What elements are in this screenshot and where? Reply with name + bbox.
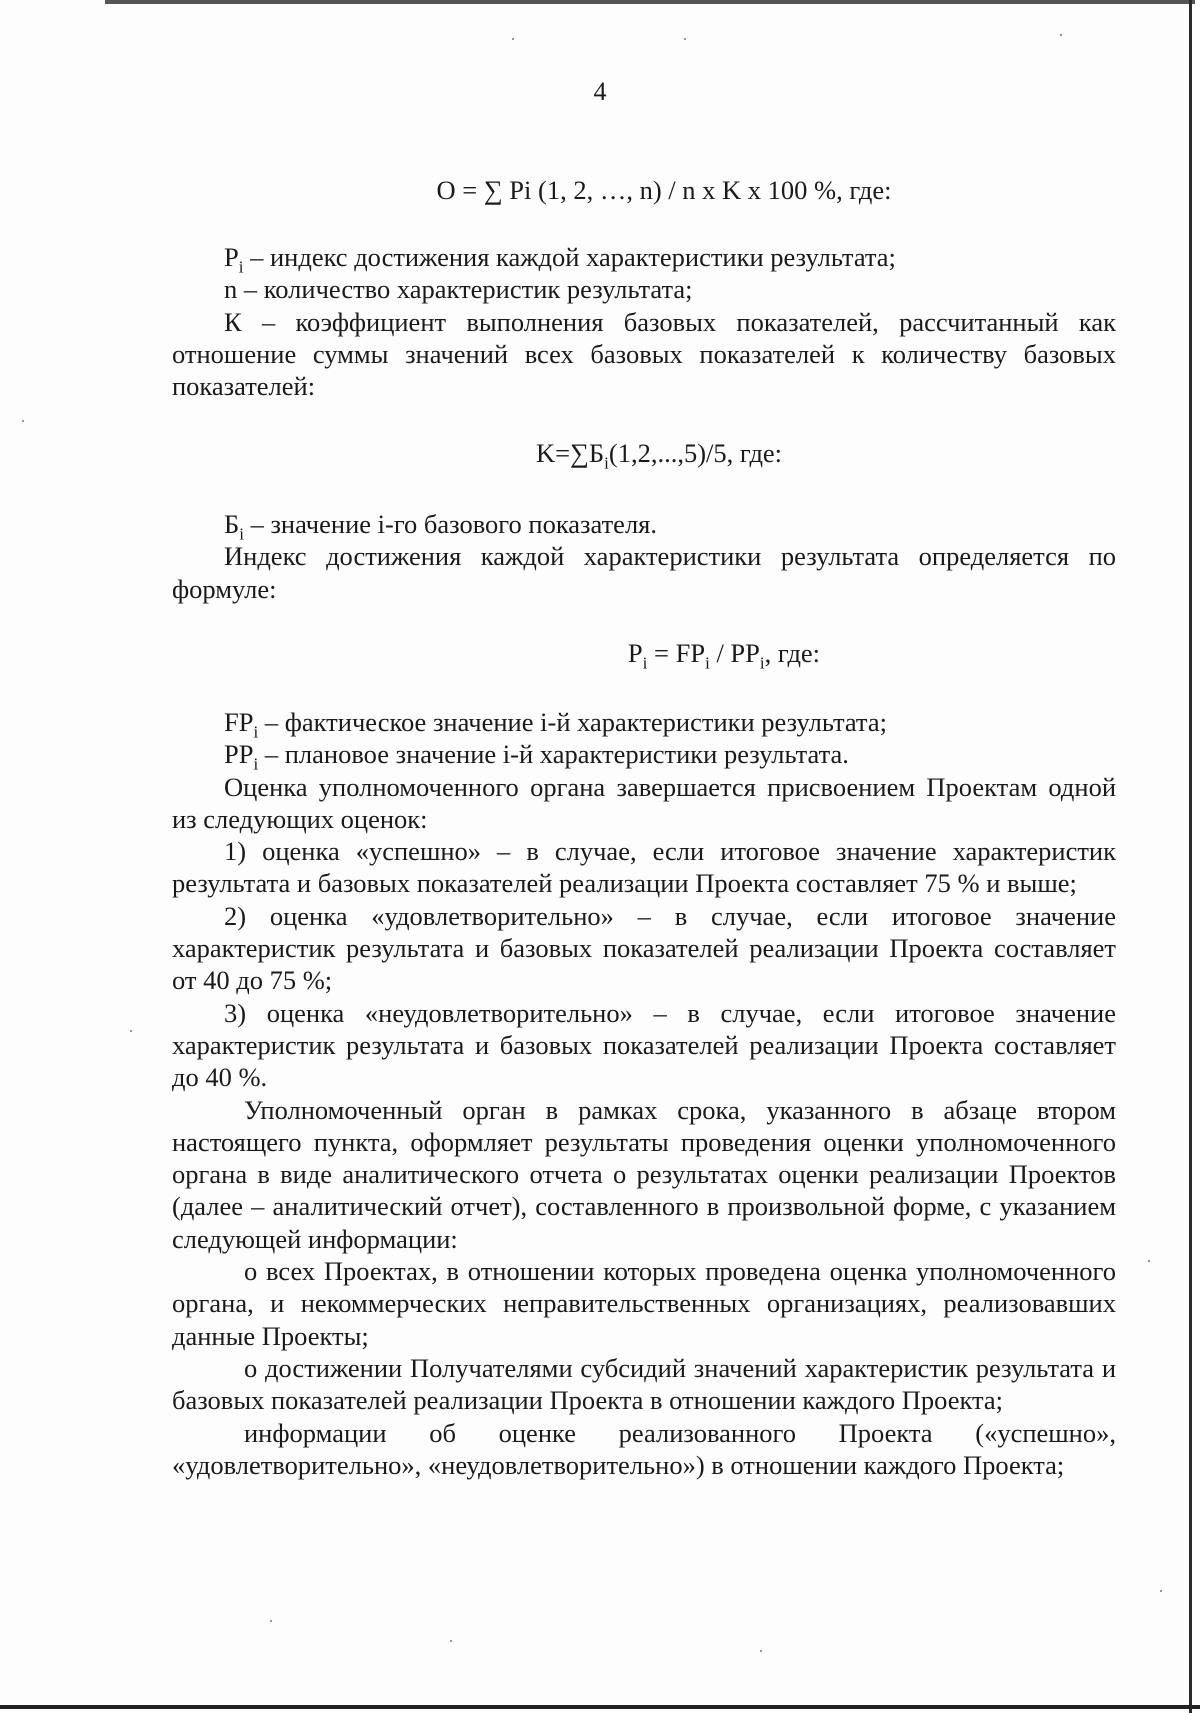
- report-paragraph: Уполномоченный орган в рамках срока, указанного в абзаце втором настоящего пункта, оформляет результаты проведения оценки уполномоченного органа в виде аналитического отчета о результатах оценки реализации Проектов (далее – аналитический отчет), составленного в произвольной форме, с указанием следующей информации:: [172, 1094, 1116, 1254]
- info-item-1: о всех Проектах, в отношении которых проведена оценка уполномоченного органа, и некоммерческих неправительственных организациях, реализовавших данные Проекты;: [172, 1256, 1116, 1351]
- scan-edge-top: [105, 0, 1195, 4]
- b-subscript: i: [239, 524, 244, 544]
- def-fp-text: – фактическое значение i-й характеристики результата;: [258, 707, 887, 737]
- formula-p: [172, 637, 1116, 673]
- formula-main: O = ∑ Pi (1, 2, …, n) / n x K x 100 %, где:: [436, 175, 892, 205]
- definitions-block-3: [172, 706, 1116, 1481]
- formula-p-p: P: [627, 638, 643, 668]
- index-formula-intro: Индекс достижения каждой характеристики результата определяется по формуле:: [172, 541, 1116, 604]
- scan-speck: [760, 1650, 762, 1652]
- evaluation-item-1: 1) оценка «успешно» – в случае, если итоговое значение характеристик результата и базовых показателей реализации Проекта составляет 75 % и выше;: [172, 836, 1116, 899]
- scan-speck: [130, 1030, 132, 1032]
- formula-k-sub: i: [604, 453, 609, 473]
- def-b-i: [172, 508, 1116, 544]
- p-subscript: i: [238, 257, 244, 277]
- def-p-i-text: – индекс достижения каждой характеристики результата;: [243, 242, 896, 272]
- info-item-3: информации об оценке реализованного Проекта («успешно», «удовлетворительно», «неудовлетворительно») в отношении каждого Проекта;: [172, 1417, 1116, 1480]
- evaluation-item-3: 3) оценка «неудовлетворительно» – в случае, если итоговое значение характеристик результата и базовых показателей реализации Проекта составляет до 40 %.: [172, 997, 1116, 1093]
- info-item-2: о достижении Получателями субсидий значений характеристик результата и базовых показателей реализации Проекта в отношении каждого Проекта;: [172, 1352, 1116, 1416]
- def-k: К – коэффициент выполнения базовых показателей, рассчитанный как отношение суммы значений всех базовых показателей к количеству базовых показателей:: [172, 306, 1116, 402]
- scan-speck: [450, 1640, 452, 1642]
- formula-k-tail: , где:: [726, 438, 783, 468]
- formula-k-lhs: K=∑Б: [535, 438, 605, 468]
- def-pp-i: [172, 738, 1116, 774]
- formula-p-sub2: i: [705, 653, 710, 673]
- evaluation-intro: Оценка уполномоченного органа завершается присвоением Проектам одной из следующих оценок:: [172, 771, 1116, 834]
- formula-p-tail: , где:: [764, 638, 821, 668]
- definitions-block-2: [172, 508, 1116, 605]
- scan-speck: [1148, 1260, 1150, 1262]
- b-symbol: Б: [224, 509, 240, 539]
- def-b-i-text: – значение i-го базового показателя.: [243, 509, 657, 539]
- pp-symbol: PP: [224, 739, 254, 770]
- evaluation-item-2: 2) оценка «удовлетворительно» – в случае, если итоговое значение характеристик результата и базовых показателей реализации Проекта составляет от 40 до 75 %;: [172, 900, 1116, 996]
- fp-subscript: i: [253, 722, 259, 742]
- formula-p-slash: / PP: [709, 638, 760, 668]
- scan-speck: [1060, 34, 1062, 36]
- scan-speck: [270, 1620, 272, 1622]
- def-fp-i: [172, 706, 1116, 742]
- fp-symbol: FP: [224, 707, 254, 737]
- p-symbol: P: [224, 242, 239, 272]
- formula-p-eq: = FP: [647, 638, 706, 668]
- page-number: 4: [593, 77, 607, 106]
- scan-edge-right: [1189, 0, 1192, 1713]
- def-pp-text: – плановое значение i-й характеристики результата.: [258, 739, 849, 770]
- formula-p-sub3: i: [759, 653, 765, 673]
- formula-p-sub1: i: [642, 653, 648, 673]
- formula-k: [172, 437, 1116, 473]
- def-p-i: [172, 241, 1116, 277]
- scan-speck: [684, 38, 686, 40]
- def-n: n – количество характеристик результата;: [224, 274, 693, 305]
- scan-speck: [22, 420, 24, 422]
- scan-speck: [512, 38, 514, 40]
- formula-k-rhs: (1,2,...,5)/5: [608, 438, 727, 468]
- scan-edge-bottom: [0, 1705, 1200, 1709]
- scan-speck: [1160, 1590, 1162, 1592]
- pp-subscript: i: [253, 754, 259, 774]
- definitions-block-1: [172, 241, 1116, 402]
